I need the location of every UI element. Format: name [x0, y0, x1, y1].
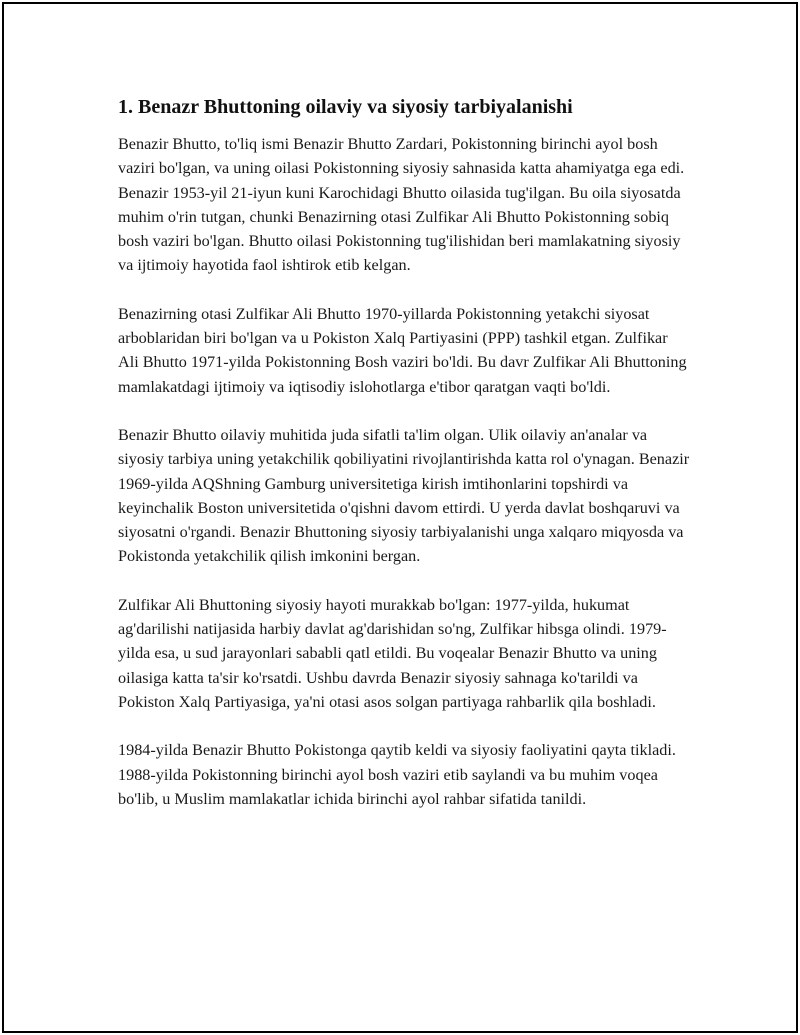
paragraph-father-career: Benazirning otasi Zulfikar Ali Bhutto 1970-yillarda Pokistonning yetakchi siyosat arboblaridan biri bo'lgan va u Pokiston Xalq Partiyasini (PPP) tashkil etgan. Zulfikar Ali Bhutto 1971-yilda Pokistonning Bosh vaziri bo'ldi. Bu davr Zulfikar Ali Bhuttoning mamlakatdagi ijtimoiy va iqtisodiy islohotlarga e'tibor qaratgan vaqti bo'ldi. [118, 304, 687, 396]
section-heading: 1. Benazr Bhuttoning oilaviy va siyosiy tarbiyalanishi [118, 96, 573, 118]
paragraph-family-background: Benazir Bhutto, to'liq ismi Benazir Bhutto Zardari, Pokistonning birinchi ayol bosh vaziri bo'lgan, va uning oilasi Pokistonning siyosiy sahnasida katta ahamiyatga ega edi. Benazir 1953-yil 21-iyun kuni Karochidagi Bhutto oilasida tug'ilgan. Bu oila siyosatda muhim o'rin tutgan, chunki Benazirning otasi Zulfikar Ali Bhutto Pokistonning sobiq bosh vaziri bo'lgan. Bhutto oilasi Pokistonning tug'ilishidan beri mamlakatning siyosiy va ijtimoiy hayotida faol ishtirok etib kelgan. [118, 135, 685, 275]
paragraph-education: Benazir Bhutto oilaviy muhitida juda sifatli ta'lim olgan. Ulik oilaviy an'analar va siyosiy tarbiya uning yetakchilik qobiliyatini rivojlantirishda katta rol o'ynagan. Benazir 1969-yilda AQShning Gamburg universitetiga kirish imtihonlarini topshirdi va keyinchalik Boston universitetida o'qishni davom ettirdi. U yerda davlat boshqaruvi va siyosatni o'rgandi. Benazir Bhuttoning siyosiy tarbiyalanishi unga xalqaro miqyosda va Pokistonda yetakchilik qilish imkonini bergan. [118, 425, 690, 566]
paragraph-return-to-politics: 1984-yilda Benazir Bhutto Pokistonga qaytib keldi va siyosiy faoliyatini qayta tikladi. 1988-yilda Pokistonning birinchi ayol bosh vaziri etib saylandi va bu muhim voqea bo'lib, u Muslim mamlakatlar ichida birinchi ayol rahbar sifatida tanildi. [118, 741, 676, 808]
document-body [118, 94, 690, 835]
paragraph-father-arrest: Zulfikar Ali Bhuttoning siyosiy hayoti murakkab bo'lgan: 1977-yilda, hukumat ag'darilishi natijasida harbiy davlat ag'darishidan so'ng, Zulfikar hibsga olindi. 1979-yilda esa, u sud jarayonlari sababli qatl etildi. Bu voqealar Benazir Bhutto va uning oilasiga katta ta'sir ko'rsatdi. Ushbu davrda Benazir siyosiy sahnaga ko'tarildi va Pokiston Xalq Partiyasiga, ya'ni otasi asos solgan partiyaga rahbarlik qila boshladi. [118, 595, 667, 711]
